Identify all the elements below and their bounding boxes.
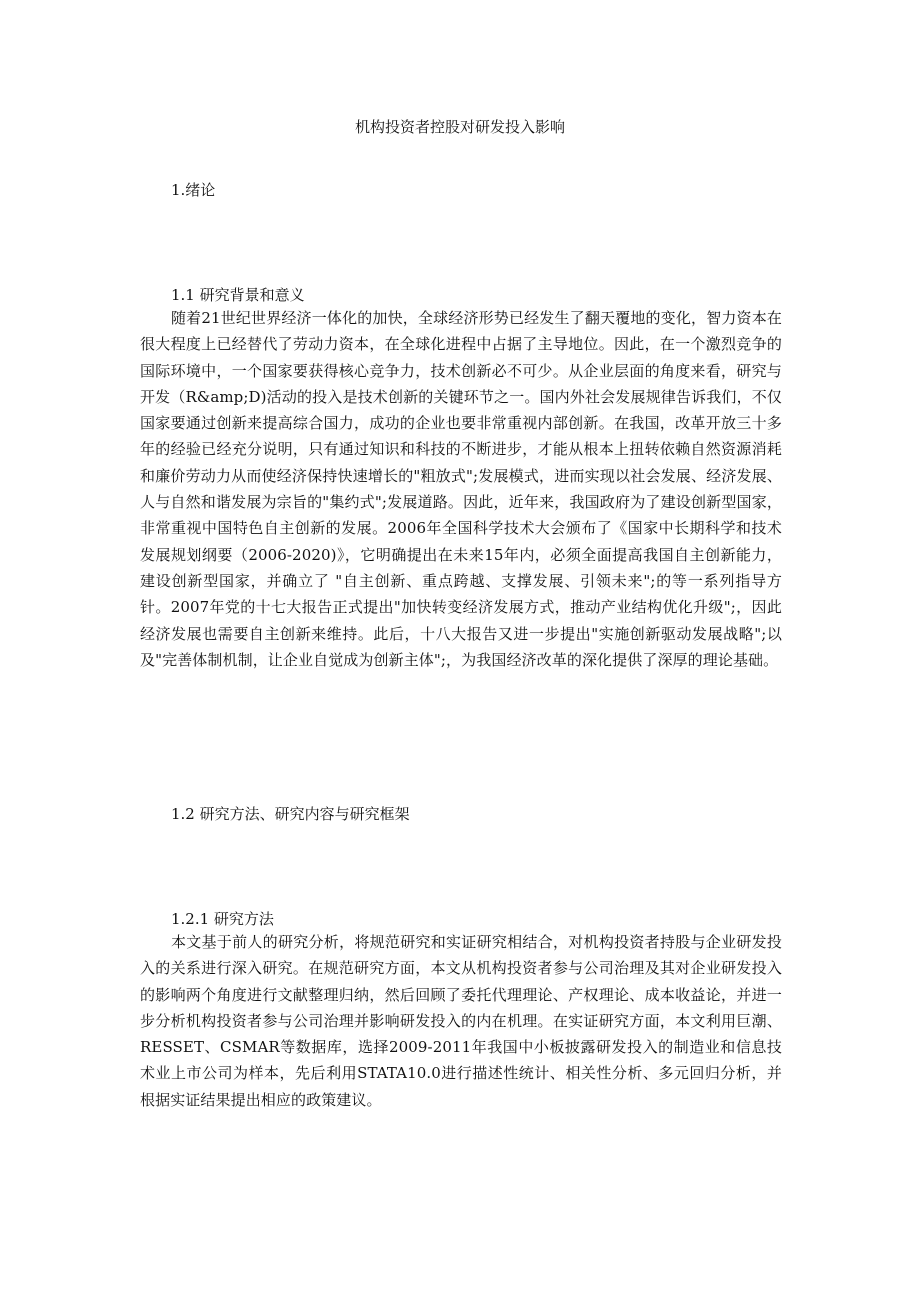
document-title: 机构投资者控股对研发投入影响 [354, 118, 565, 136]
paragraph-research-methods: 本文基于前人的研究分析，将规范研究和实证研究相结合，对机构投资者持股与企业研发投入的关系进行深入研究。在规范研究方面，本文从机构投资者参与公司治理及其对企业研发投入的影响两个角度进行文献整理归纳，然后回顾了委托代理理论、产权理论、成本收益论，并进一步分析机构投资者参与公司治理并影响研发投入的内在机理。在实证研究方面，本文利用巨潮、RESSET、CSMAR等数据库，选择2009-2011年我国中小板披露研发投入的制造业和信息技术业上市公司为样本，先后利用STATA10.0进行描述性统计、相关性分析、多元回归分析，并根据实证结果提出相应的政策建议。 [140, 933, 782, 1109]
heading-introduction: 1.绪论 [171, 181, 216, 199]
paragraph-research-background: 随着21世纪世界经济一体化的加快，全球经济形势已经发生了翻天覆地的变化，智力资本在很大程度上已经替代了劳动力资本，在全球化进程中占据了主导地位。因此，在一个激烈竞争的国际环境中，一个国家要获得核心竞争力，技术创新必不可少。从企业层面的角度来看，研究与开发（R&amp;D)活动的投入是技术创新的关键环节之一。国内外社会发展规律告诉我们，不仅国家要通过创新来提高综合国力，成功的企业也要非常重视内部创新。在我国，改革开放三十多年的经验已经充分说明，只有通过知识和科技的不断进步，才能从根本上扭转依赖自然资源消耗和廉价劳动力从而使经济保持快速增长的"粗放式";发展模式，进而实现以社会发展、经济发展、人与自然和谐发展为宗旨的"集约式";发展道路。因此，近年来，我国政府为了建设创新型国家，非常重视中国特色自主创新的发展。2006年全国科学技术大会颁布了《国家中长期科学和技术发展规划纲要（2006-2020)》，它明确提出在未来15年内，必须全面提高我国自主创新能力，建设创新型国家，并确立了 "自主创新、重点跨越、支撑发展、引领未来";的等一系列指导方针。2007年党的十七大报告正式提出"加快转变经济发展方式，推动产业结构优化升级";，因此经济发展也需要自主创新来维持。此后，十八大报告又进一步提出"实施创新驱动发展战略";以及"完善体制机制，让企业自觉成为创新主体";，为我国经济改革的深化提供了深厚的理论基础。 [140, 309, 782, 669]
heading-research-background: 1.1 研究背景和意义 [171, 286, 305, 304]
heading-research-methods-content-framework: 1.2 研究方法、研究内容与研究框架 [171, 805, 410, 823]
heading-research-methods: 1.2.1 研究方法 [171, 910, 274, 928]
